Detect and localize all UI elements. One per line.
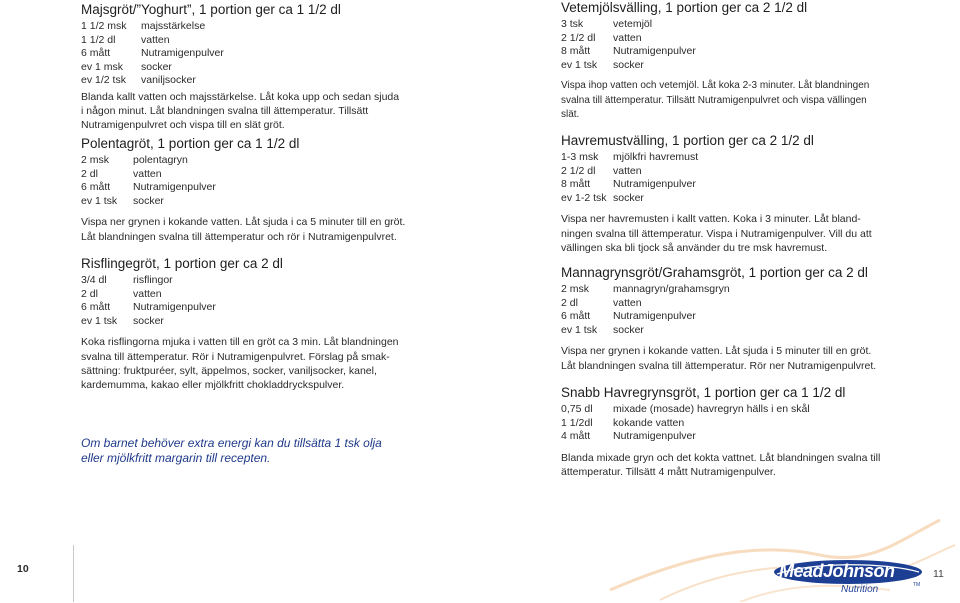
recipe-majsgrot bbox=[81, 2, 411, 133]
ingredient-item: socker bbox=[613, 323, 644, 336]
ingredient-qty: ev 1 tsk bbox=[561, 323, 598, 336]
recipe-title: Vetemjölsvälling, 1 portion ger ca 2 1/2 dl bbox=[561, 0, 808, 15]
instruction-line: Låt blandningen svalna till ättemperatur. Rör ner Nutramigenpulvret. bbox=[561, 359, 877, 372]
ingredient-item: vaniljsocker bbox=[141, 74, 196, 87]
ingredient-item: kokande vatten bbox=[613, 416, 685, 429]
ingredient-qty: 2 dl bbox=[81, 287, 98, 300]
recipe-title: Mannagrynsgröt/Grahamsgröt, 1 portion ger ca 2 dl bbox=[561, 265, 868, 280]
ingredient-row bbox=[561, 59, 881, 73]
ingredient-qty: 4 mått bbox=[561, 430, 591, 443]
ingredient-row bbox=[81, 61, 411, 75]
recipe-havremustvalling bbox=[561, 133, 881, 255]
ingredient-item: vatten bbox=[613, 164, 642, 177]
ingredient-list bbox=[81, 274, 411, 328]
ingredient-row bbox=[81, 34, 411, 48]
ingredient-row bbox=[81, 181, 411, 195]
recipe-risflingegrot bbox=[81, 256, 411, 392]
recipe-title: Majsgröt/”Yoghurt”, 1 portion ger ca 1 1/2 dl bbox=[81, 2, 341, 17]
recipe-title: Risflingegröt, 1 portion ger ca 2 dl bbox=[81, 256, 283, 271]
ingredient-item: vatten bbox=[613, 296, 642, 309]
ingredient-item: vatten bbox=[133, 167, 162, 180]
page-number-left: 10 bbox=[17, 563, 29, 575]
ingredient-row bbox=[561, 45, 881, 59]
recipe-instructions bbox=[561, 79, 881, 122]
ingredient-qty: 2 dl bbox=[81, 167, 98, 180]
ingredient-row bbox=[561, 151, 881, 165]
footer-divider bbox=[73, 545, 74, 602]
instruction-line: Koka risflingorna mjuka i vatten till en gröt ca 3 min. Låt blandningen bbox=[81, 336, 399, 349]
instruction-line: Vispa ner havremusten i kallt vatten. Koka i 3 minuter. Låt bland- bbox=[561, 213, 861, 226]
instruction-line: kardemumma, kakao eller mjölkfritt chokladdryckspulver. bbox=[81, 378, 345, 391]
instruction-line: Vispa ner grynen i kokande vatten. Låt sjuda i 5 minuter till en gröt. bbox=[561, 345, 872, 358]
instruction-line: Nutramigenpulvret och vispa till en slät gröt. bbox=[81, 119, 285, 132]
energy-tip-note bbox=[81, 436, 391, 465]
instruction-line: Låt blandningen svalna till ättemperatur och rör i Nutramigenpulvret. bbox=[81, 230, 397, 243]
ingredient-qty: 3/4 dl bbox=[81, 274, 107, 286]
recipe-instructions bbox=[561, 344, 881, 372]
ingredient-row bbox=[561, 32, 881, 46]
ingredient-list bbox=[561, 403, 881, 444]
instruction-line: vällingen ska bli tjock så använder du tre msk havremust. bbox=[561, 241, 828, 254]
ingredient-row bbox=[561, 430, 881, 444]
instruction-line: Blanda mixade gryn och det kokta vattnet. Låt blandningen svalna till bbox=[561, 451, 881, 464]
ingredient-item: vatten bbox=[141, 33, 170, 46]
ingredient-qty: 2 msk bbox=[561, 283, 590, 295]
ingredient-qty: 2 msk bbox=[81, 154, 110, 166]
logo-subtext: Nutrition bbox=[841, 584, 879, 595]
ingredient-qty: 6 mått bbox=[81, 47, 111, 60]
ingredient-item: socker bbox=[613, 58, 644, 71]
ingredient-item: vetemjöl bbox=[613, 18, 653, 30]
ingredient-qty: 1 1/2dl bbox=[561, 416, 593, 429]
ingredient-qty: 8 mått bbox=[561, 45, 591, 58]
ingredient-qty: ev 1 msk bbox=[81, 60, 124, 73]
ingredient-row bbox=[561, 283, 881, 297]
ingredient-row bbox=[81, 288, 411, 302]
ingredient-row bbox=[561, 192, 881, 206]
meadjohnson-logo bbox=[773, 558, 923, 598]
ingredient-qty: 2 1/2 dl bbox=[561, 31, 596, 44]
recipe-instructions bbox=[81, 335, 411, 392]
ingredient-item: Nutramigenpulver bbox=[613, 45, 696, 58]
instruction-line: sättning: fruktpuréer, sylt, äppelmos, socker, vaniljsocker, kanel, bbox=[81, 364, 377, 377]
instruction-line: ningen svalna till ättemperatur. Vispa i Nutramigenpulver. Vill du att bbox=[561, 227, 872, 240]
ingredient-row bbox=[81, 168, 411, 182]
ingredient-item: socker bbox=[133, 314, 164, 327]
ingredient-row bbox=[561, 297, 881, 311]
recipe-title: Polentagröt, 1 portion ger ca 1 1/2 dl bbox=[81, 136, 300, 151]
ingredient-item: socker bbox=[613, 191, 644, 204]
ingredient-list bbox=[561, 151, 881, 205]
logo-text: MeadJohnson bbox=[779, 561, 895, 581]
ingredient-row bbox=[81, 20, 411, 34]
logo-trademark: TM bbox=[913, 582, 921, 588]
ingredient-item: vatten bbox=[133, 287, 162, 300]
ingredient-qty: 1 1/2 dl bbox=[81, 33, 116, 46]
ingredient-row bbox=[81, 47, 411, 61]
ingredient-item: socker bbox=[141, 60, 172, 73]
ingredient-row bbox=[81, 154, 411, 168]
instruction-line: slät. bbox=[561, 108, 580, 120]
ingredient-item: polentagryn bbox=[133, 154, 188, 166]
ingredient-qty: 6 mått bbox=[561, 310, 591, 323]
recipe-polentagrot bbox=[81, 136, 411, 244]
ingredient-item: risflingor bbox=[133, 274, 173, 286]
instruction-line: svalna till ättemperatur. Rör i Nutramigenpulvret. Förslag på smak- bbox=[81, 350, 390, 363]
ingredient-item: vatten bbox=[613, 31, 642, 44]
ingredient-qty: ev 1/2 tsk bbox=[81, 74, 126, 87]
ingredient-qty: 0,75 dl bbox=[561, 403, 593, 415]
ingredient-row bbox=[561, 178, 881, 192]
ingredient-item: mannagryn/grahamsgryn bbox=[613, 283, 730, 295]
ingredient-row bbox=[561, 310, 881, 324]
instruction-line: ättemperatur. Tillsätt 4 mått Nutramigenpulver. bbox=[561, 465, 776, 478]
ingredient-row bbox=[561, 417, 881, 431]
ingredient-row bbox=[81, 315, 411, 329]
ingredient-row bbox=[81, 74, 411, 88]
ingredient-qty: 6 mått bbox=[81, 181, 111, 194]
ingredient-item: socker bbox=[133, 194, 164, 207]
ingredient-qty: 8 mått bbox=[561, 178, 591, 191]
ingredient-list bbox=[561, 283, 881, 337]
ingredient-qty: 1-3 msk bbox=[561, 151, 599, 163]
instruction-line: Vispa ner grynen i kokande vatten. Låt sjuda i ca 5 minuter till en gröt. bbox=[81, 216, 406, 229]
ingredient-item: Nutramigenpulver bbox=[613, 430, 696, 443]
note-line: eller mjölkfritt margarin till recepten. bbox=[81, 450, 271, 465]
instruction-line: svalna till ättemperatur. Tillsätt Nutramigenpulvret och vispa vällingen bbox=[561, 94, 867, 106]
ingredient-item: Nutramigenpulver bbox=[133, 301, 216, 314]
recipe-instructions bbox=[81, 215, 411, 243]
ingredient-qty: ev 1 tsk bbox=[81, 194, 118, 207]
recipe-instructions bbox=[561, 451, 881, 479]
recipe-mannagrynsgrot bbox=[561, 265, 881, 373]
ingredient-row bbox=[561, 324, 881, 338]
ingredient-item: mixade (mosade) havregryn hälls i en skål bbox=[613, 403, 810, 415]
ingredient-item: mjölkfri havremust bbox=[613, 151, 699, 163]
ingredient-list bbox=[81, 20, 411, 88]
ingredient-qty: ev 1-2 tsk bbox=[561, 191, 607, 204]
ingredient-qty: ev 1 tsk bbox=[561, 58, 598, 71]
recipe-vetemjolsvalling bbox=[561, 0, 881, 122]
ingredient-row bbox=[81, 195, 411, 209]
ingredient-item: Nutramigenpulver bbox=[613, 310, 696, 323]
ingredient-item: Nutramigenpulver bbox=[141, 47, 224, 60]
recipe-title: Snabb Havregrynsgröt, 1 portion ger ca 1 1/2 dl bbox=[561, 385, 846, 400]
ingredient-row bbox=[561, 18, 881, 32]
ingredient-list bbox=[81, 154, 411, 208]
ingredient-row bbox=[81, 274, 411, 288]
note-line: Om barnet behöver extra energi kan du tillsätta 1 tsk olja bbox=[81, 436, 382, 450]
recipe-title: Havremustvälling, 1 portion ger ca 2 1/2 dl bbox=[561, 133, 814, 148]
recipe-instructions bbox=[81, 90, 411, 133]
ingredient-qty: 3 tsk bbox=[561, 18, 584, 30]
instruction-line: i någon minut. Låt blandningen svalna till ättemperatur. Tillsätt bbox=[81, 105, 369, 118]
instruction-line: Blanda kallt vatten och majsstärkelse. Låt koka upp och sedan sjuda bbox=[81, 90, 400, 103]
page-number-right: 11 bbox=[933, 568, 944, 580]
ingredient-item: Nutramigenpulver bbox=[133, 181, 216, 194]
ingredient-list bbox=[561, 18, 881, 72]
ingredient-item: majsstärkelse bbox=[141, 20, 206, 32]
ingredient-qty: 1 1/2 msk bbox=[81, 20, 127, 32]
ingredient-row bbox=[561, 403, 881, 417]
ingredient-item: Nutramigenpulver bbox=[613, 178, 696, 191]
ingredient-row bbox=[561, 165, 881, 179]
ingredient-qty: 6 mått bbox=[81, 301, 111, 314]
ingredient-qty: ev 1 tsk bbox=[81, 314, 118, 327]
ingredient-qty: 2 1/2 dl bbox=[561, 164, 596, 177]
ingredient-qty: 2 dl bbox=[561, 296, 578, 309]
recipe-snabb-havregrynsgrot bbox=[561, 385, 881, 479]
instruction-line: Vispa ihop vatten och vetemjöl. Låt koka 2-3 minuter. Låt blandningen bbox=[561, 80, 870, 92]
recipe-instructions bbox=[561, 212, 881, 255]
ingredient-row bbox=[81, 301, 411, 315]
